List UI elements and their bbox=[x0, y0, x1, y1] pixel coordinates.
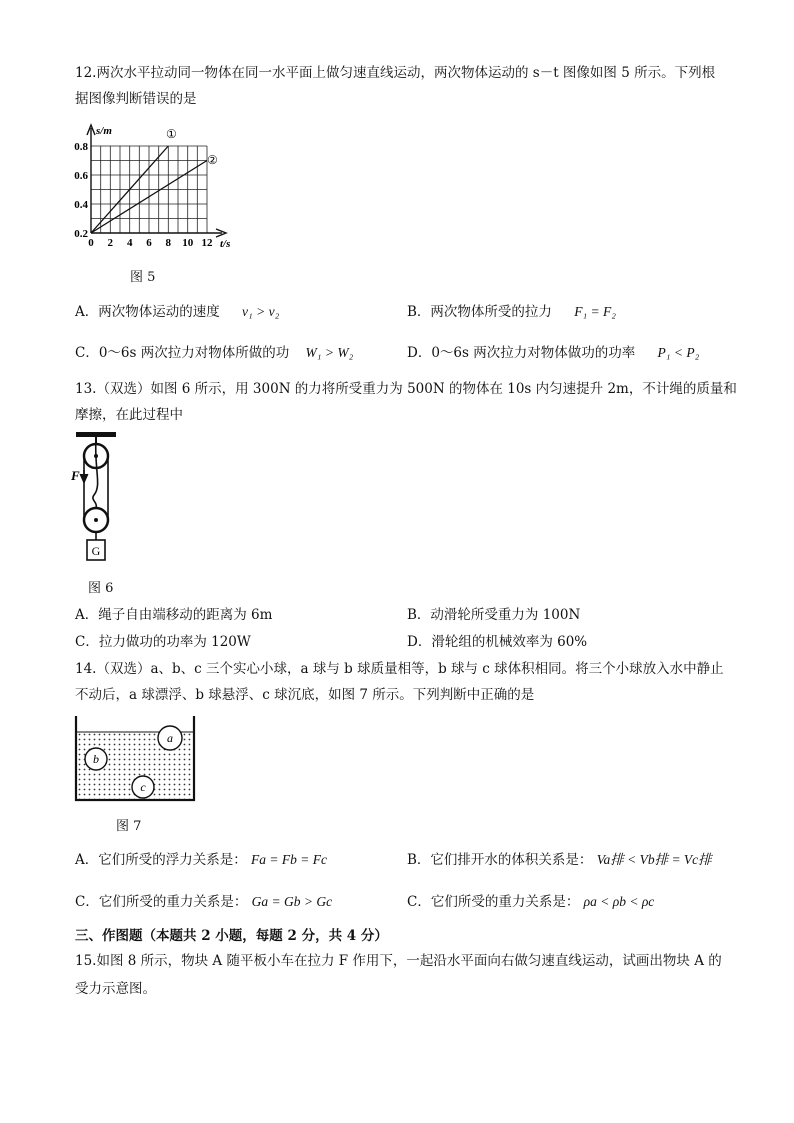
y-tick: 0.2 bbox=[74, 228, 88, 240]
ball-c-label: c bbox=[140, 780, 146, 794]
figure-6-pulley bbox=[68, 430, 138, 565]
q13-option-d: D．滑轮组的机械效率为 60% bbox=[407, 634, 588, 650]
x-tick: 4 bbox=[126, 237, 133, 249]
q14-option-b-formula: Va排 < Vb排 = Vc排 bbox=[596, 852, 712, 867]
force-label: F bbox=[71, 468, 80, 483]
x-tick: 12 bbox=[201, 237, 213, 249]
x-tick: 0 bbox=[88, 237, 94, 249]
y-tick: 0.4 bbox=[74, 199, 88, 211]
figure-7-container bbox=[72, 712, 202, 804]
y-tick: 0.8 bbox=[74, 141, 88, 153]
q13-option-b: B．动滑轮所受重力为 100N bbox=[407, 607, 581, 623]
ball-b-label: b bbox=[93, 752, 99, 766]
x-axis-label: t/s bbox=[220, 238, 231, 250]
q12-line1: 12.两次水平拉动同一物体在同一水平面上做匀速直线运动，两次物体运动的 s－t 图像如图 5 所示。下列根 bbox=[75, 65, 716, 81]
q12-option-b-formula: F₁ = F₂ bbox=[574, 304, 616, 319]
q12-option-a-formula: v₁ > v₂ bbox=[242, 304, 280, 319]
q13-line2: 摩擦，在此过程中 bbox=[75, 407, 183, 423]
q12-option-c: C．0～6s 两次拉力对物体所做的功 W₁ > W₂ bbox=[75, 345, 354, 361]
q15-line2: 受力示意图。 bbox=[75, 981, 156, 997]
q14-option-a: A．它们所受的浮力关系是： Fa = Fb = Fc bbox=[75, 852, 327, 868]
figure-6-caption: 图 6 bbox=[88, 581, 114, 596]
x-tick: 6 bbox=[146, 237, 152, 249]
q14-option-b: B．它们排开水的体积关系是： Va排 < Vb排 = Vc排 bbox=[407, 852, 712, 868]
q14-line1: 14.（双选）a、b、c 三个实心小球，a 球与 b 球质量相等，b 球与 c 球体积相同。将三个小球放入水中静止 bbox=[75, 661, 724, 677]
q12-option-d-formula: P₁ < P₂ bbox=[657, 345, 700, 360]
q14-line2: 不动后，a 球漂浮、b 球悬浮、c 球沉底，如图 7 所示。下列判断中正确的是 bbox=[75, 687, 535, 703]
figure-5-st-graph bbox=[70, 120, 240, 250]
q12-option-b: B．两次物体所受的拉力 F₁ = F₂ bbox=[407, 304, 616, 320]
x-tick: 2 bbox=[107, 237, 114, 249]
graph-grid bbox=[91, 146, 207, 233]
x-tick: 8 bbox=[165, 237, 172, 249]
q13-option-a: A．绳子自由端移动的距离为 6m bbox=[75, 607, 273, 623]
q14-option-c: C．它们所受的重力关系是： Ga = Gb > Gc bbox=[75, 894, 333, 910]
ball-a-label: a bbox=[167, 731, 173, 745]
q12-option-d: D．0～6s 两次拉力对物体做功的功率 P₁ < P₂ bbox=[407, 345, 700, 361]
q14-option-d-formula: ρa < ρb < ρc bbox=[583, 894, 655, 909]
x-tick: 10 bbox=[182, 237, 194, 249]
weight-label: G bbox=[91, 544, 101, 558]
graph-axes bbox=[87, 125, 226, 237]
figure-5-caption: 图 5 bbox=[130, 270, 156, 285]
section-3-heading: 三、作图题（本题共 2 小题，每题 2 分，共 4 分） bbox=[75, 928, 388, 944]
figure-7-caption: 图 7 bbox=[116, 819, 142, 834]
line-2-label: ② bbox=[207, 153, 218, 167]
q13-line1: 13.（双选）如图 6 所示，用 300N 的力将所受重力为 500N 的物体在 10s 内匀速提升 2m，不计绳的质量和 bbox=[75, 381, 737, 397]
q14-option-c-formula: Ga = Gb > Gc bbox=[251, 894, 333, 909]
q15-line1: 15.如图 8 所示，物块 A 随平板小车在拉力 F 作用下，一起沿水平面向右做匀速直线运动，试画出物块 A 的 bbox=[75, 953, 722, 969]
y-tick: 0.6 bbox=[74, 170, 88, 182]
q13-option-c: C．拉力做功的功率为 120W bbox=[75, 634, 251, 650]
line-1-label: ① bbox=[166, 127, 177, 141]
q12-option-c-formula: W₁ > W₂ bbox=[305, 345, 354, 360]
q12-line2: 据图像判断错误的是 bbox=[75, 91, 197, 107]
q14-option-d: C．它们所受的重力关系是： ρa < ρb < ρc bbox=[407, 894, 655, 910]
q14-option-a-formula: Fa = Fb = Fc bbox=[251, 852, 327, 867]
q12-option-a: A．两次物体运动的速度 v₁ > v₂ bbox=[75, 304, 280, 320]
y-axis-label: s/m bbox=[96, 125, 112, 137]
